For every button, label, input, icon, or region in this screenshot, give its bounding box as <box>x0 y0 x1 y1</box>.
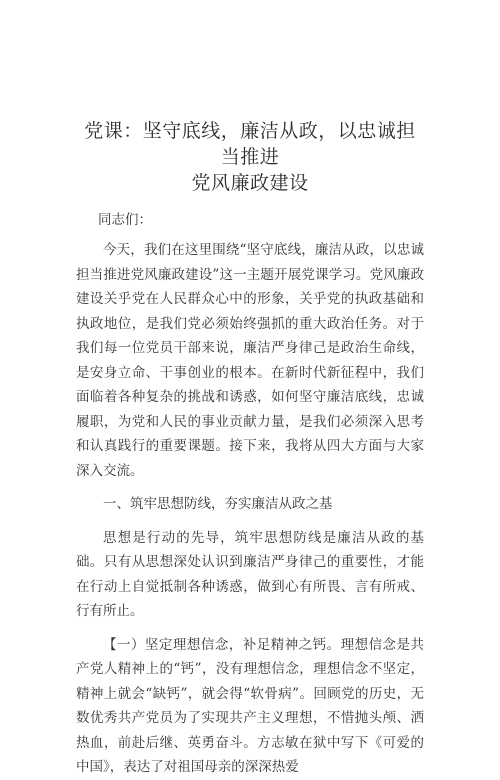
title-line-2: 党风廉政建设 <box>191 172 309 194</box>
title-line-1: 党课：坚守底线，廉洁从政，以忠诚担当推进 <box>84 120 416 168</box>
document-title <box>76 118 424 196</box>
section-heading: 一、筑牢思想防线，夯实廉洁从政之基 <box>103 496 333 512</box>
greeting: 同志们： <box>98 212 152 228</box>
subsection-paragraph: 【一）坚定理想信念，补足精神之钙。理想信念是共产党人精神上的“钙”，没有理想信念，理想信念不坚定，精神上就会“缺钙”，就会得“软骨病”。回顾党的历史，无数优秀共产党员为了实现共产主义理想，不惜抛头颅、洒热血，前赴后继、英勇奋斗。方志敏在狱中写下《可爱的中国》，表达了对祖国母亲的深深热爱 <box>76 636 424 775</box>
intro-paragraph: 今天，我们在这里围绕“坚守底线，廉洁从政，以忠诚担当推进党风廉政建设”这一主题开展党课学习。党风廉政建设关乎党在人民群众心中的形象，关乎党的执政基础和执政地位，是我们党必须始终强抓的重大政治任务。对于我们每一位党员干部来说，廉洁严身律己是政治生命线，是安身立命、干事创业的根本。在新时代新征程中，我们面临着各种复杂的挑战和诱惑，如何坚守廉洁底线，忠诚履职，为党和人民的事业贡献力量，是我们必须深入思考和认真践行的重要课题。接下来，我将从四大方面与大家深入交流。 <box>76 242 424 479</box>
section-paragraph: 思想是行动的先导，筑牢思想防线是廉洁从政的基础。只有从思想深处认识到廉洁严身律己的重要性，才能在行动上自觉抵制各种诱惑，做到心有所畏、言有所戒、行有所止。 <box>76 529 424 619</box>
